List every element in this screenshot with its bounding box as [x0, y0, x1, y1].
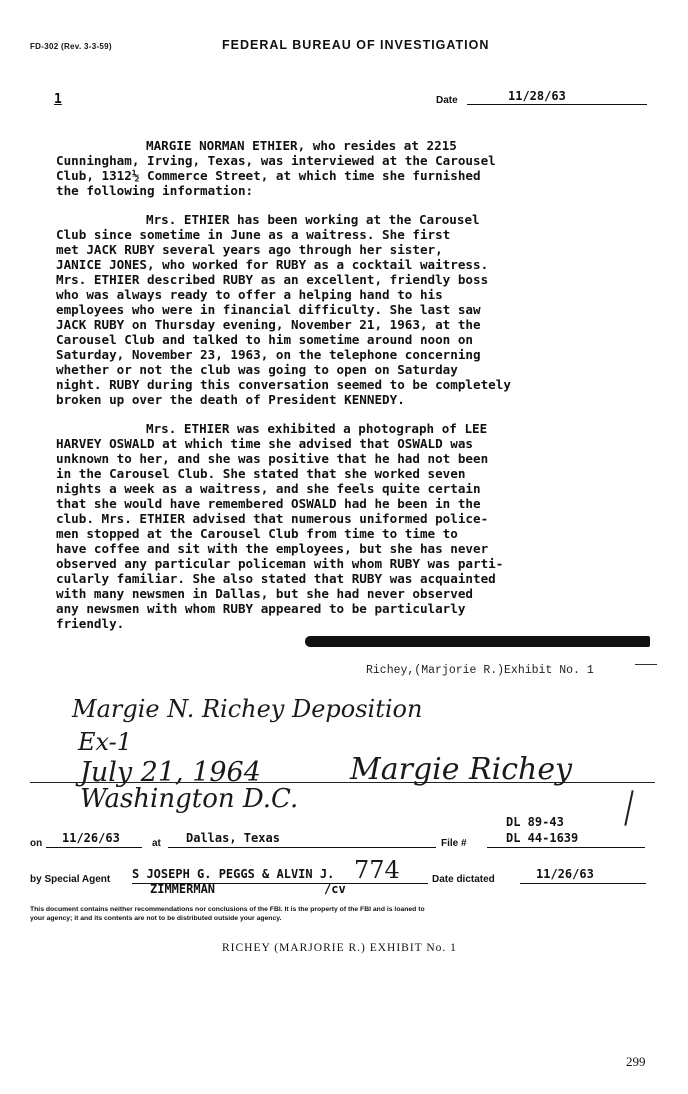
interview-date: 11/26/63 — [62, 831, 120, 845]
para1-line2: Cunningham, Irving, Texas, was interviewed at the Carousel — [56, 153, 496, 168]
dictated-label: Date dictated — [432, 874, 495, 885]
para2-line12: night. RUBY during this conversation seemed to be completely — [56, 377, 511, 392]
para2-line2: Club since sometime in June as a waitress. She first — [56, 227, 451, 242]
para1-line4: the following information: — [56, 183, 254, 198]
handwriting-deposition: Margie N. Richey Deposition — [72, 695, 423, 723]
exhibit-stamp-bar — [305, 636, 650, 647]
para2-line1: Mrs. ETHIER has been working at the Carousel — [146, 212, 480, 227]
agents-line1: S JOSEPH G. PEGGS & ALVIN J. — [132, 867, 335, 881]
para3-line8: men stopped at the Carousel Club from time to time to — [56, 526, 458, 541]
handwriting-location: Washington D.C. — [80, 784, 299, 814]
on-label: on — [30, 838, 43, 849]
para2-line6: who was always ready to offer a helping hand to his — [56, 287, 443, 302]
para2-line13: broken up over the death of President KENNEDY. — [56, 392, 405, 407]
para3-line5: nights a week as a waitress, and she feels quite certain — [56, 481, 481, 496]
exhibit-caption: RICHEY (MARJORIE R.) EXHIBIT No. 1 — [222, 942, 457, 954]
para3-line13: any newsmen with whom RUBY appeared to be particularly — [56, 601, 466, 616]
agent-label: by Special Agent — [30, 874, 111, 885]
signature: Margie Richey — [350, 752, 573, 787]
stamp-tick-mark — [635, 664, 657, 665]
typist-initials: /cv — [324, 882, 346, 896]
para2-line10: Saturday, November 23, 1963, on the telephone concerning — [56, 347, 481, 362]
para2-line5: Mrs. ETHIER described RUBY as an excellent, friendly boss — [56, 272, 489, 287]
file-number-1: DL 89-43 — [506, 815, 564, 829]
para1-line3: Club, 1312½ Commerce Street, at which time she furnished — [56, 168, 481, 183]
file-label: File # — [441, 838, 467, 849]
para3-line3: unknown to her, and she was positive that he had not been — [56, 451, 489, 466]
file-underline — [487, 847, 645, 848]
at-label: at — [152, 838, 161, 849]
para2-line3: met JACK RUBY several years ago through her sister, — [56, 242, 443, 257]
para3-line2: HARVEY OSWALD at which time she advised that OSWALD was — [56, 436, 474, 451]
para1-line1: MARGIE NORMAN ETHIER, who resides at 2215 — [146, 138, 457, 153]
form-number: FD-302 (Rev. 3-3-59) — [30, 42, 112, 51]
para3-line14: friendly. — [56, 616, 125, 631]
handwriting-date: July 21, 1964 — [80, 757, 261, 788]
para3-line7: club. Mrs. ETHIER advised that numerous uniformed police- — [56, 511, 489, 526]
interview-location: Dallas, Texas — [186, 831, 280, 845]
para3-line6: that she would have remembered OSWALD had he been in the — [56, 496, 481, 511]
agents-line2: ZIMMERMAN — [150, 882, 216, 896]
para3-line12: with many newsmen in Dallas, but she had never observed — [56, 586, 474, 601]
page-number: 1 — [54, 92, 62, 107]
para3-line1: Mrs. ETHIER was exhibited a photograph of LEE — [146, 421, 488, 436]
disclaimer-line1: This document contains neither recommendations nor conclusions of the FBI. It is the property of the FBI and is loaned to — [30, 906, 425, 913]
para3-line10: observed any particular policeman with whom RUBY was parti- — [56, 556, 504, 571]
para2-line11: whether or not the club was going to open on Saturday — [56, 362, 458, 377]
para2-line7: employees who were in financial difficulty. She last saw — [56, 302, 481, 317]
disclaimer-line2: your agency; it and its contents are not to be distributed outside your agency. — [30, 915, 282, 922]
dictated-value: 11/26/63 — [536, 867, 594, 881]
para2-line9: Carousel Club and talked to him sometime around noon on — [56, 332, 474, 347]
at-underline — [168, 847, 436, 848]
para3-line11: cularly familiar. She also stated that RUBY was acquainted — [56, 571, 496, 586]
para3-line4: in the Carousel Club. She stated that she worked seven — [56, 466, 466, 481]
agent-initials: 774 — [354, 856, 400, 884]
handwriting-exhibit: Ex-1 — [78, 728, 133, 756]
para3-line9: have coffee and sit with the employees, but she has never — [56, 541, 489, 556]
page-footer-number: 299 — [626, 1054, 646, 1069]
signature-stroke — [624, 790, 633, 826]
para2-line4: JANICE JONES, who worked for RUBY as a cocktail waitress. — [56, 257, 489, 272]
exhibit-stamp-label: Richey,(Marjorie R.)Exhibit No. 1 — [366, 664, 594, 677]
date-value: 11/28/63 — [508, 89, 566, 103]
file-number-2: DL 44-1639 — [506, 831, 579, 845]
dictated-underline — [520, 883, 646, 884]
para2-line8: JACK RUBY on Thursday evening, November 21, 1963, at the — [56, 317, 481, 332]
date-label: Date — [436, 95, 458, 106]
agency-title: FEDERAL BUREAU OF INVESTIGATION — [222, 38, 490, 52]
date-underline — [467, 104, 647, 105]
on-underline — [46, 847, 142, 848]
